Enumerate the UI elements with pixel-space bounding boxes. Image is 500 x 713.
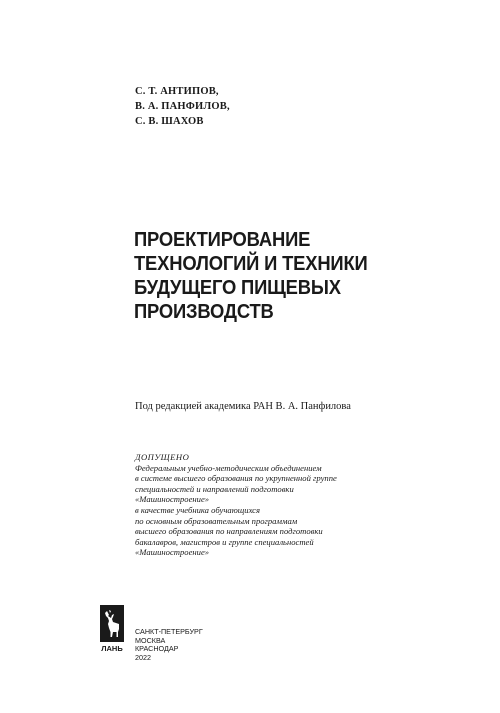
approval-line: «Машиностроение» xyxy=(135,547,210,558)
deer-icon xyxy=(100,605,124,653)
approval-heading: ДОПУЩЕНО xyxy=(135,452,190,462)
title-line-1: ПРОЕКТИРОВАНИЕ xyxy=(134,229,311,251)
approval-line: в системе высшего образования по укрупненной группе xyxy=(135,473,337,484)
publication-year: 2022 xyxy=(135,652,151,662)
approval-block xyxy=(135,452,337,558)
author-3: С. В. ШАХОВ xyxy=(135,116,204,127)
author-2: В. А. ПАНФИЛОВ, xyxy=(135,101,230,112)
approval-line: по основным образовательным программам xyxy=(135,515,298,526)
publisher-logo xyxy=(100,605,124,653)
publisher-city: МОСКВА xyxy=(135,635,166,645)
approval-line: «Машиностроение» xyxy=(135,494,210,505)
logo-text: ЛАНЬ xyxy=(101,644,123,653)
approval-line: высшего образования по направлениям подготовки xyxy=(135,526,323,537)
publisher-block xyxy=(135,628,203,662)
title-line-2: ТЕХНОЛОГИЙ И ТЕХНИКИ xyxy=(134,253,368,275)
approval-line: специальностей и направлений подготовки xyxy=(135,483,294,494)
title-line-3: БУДУЩЕГО ПИЩЕВЫХ xyxy=(134,277,341,299)
approval-line: бакалавров, магистров и группе специальностей xyxy=(135,536,314,547)
title-line-4: ПРОИЗВОДСТВ xyxy=(134,301,274,323)
publisher-city: КРАСНОДАР xyxy=(135,644,179,654)
approval-line: в качестве учебника обучающихся xyxy=(135,504,260,515)
authors-block xyxy=(135,84,230,129)
approval-line: Федеральным учебно-методическим объединением xyxy=(135,462,322,473)
publisher-city: САНКТ-ПЕТЕРБУРГ xyxy=(135,627,203,636)
book-title xyxy=(134,228,447,324)
author-1: С. Т. АНТИПОВ, xyxy=(135,86,219,97)
editor-line: Под редакцией академика РАН В. А. Панфилова xyxy=(135,401,351,412)
